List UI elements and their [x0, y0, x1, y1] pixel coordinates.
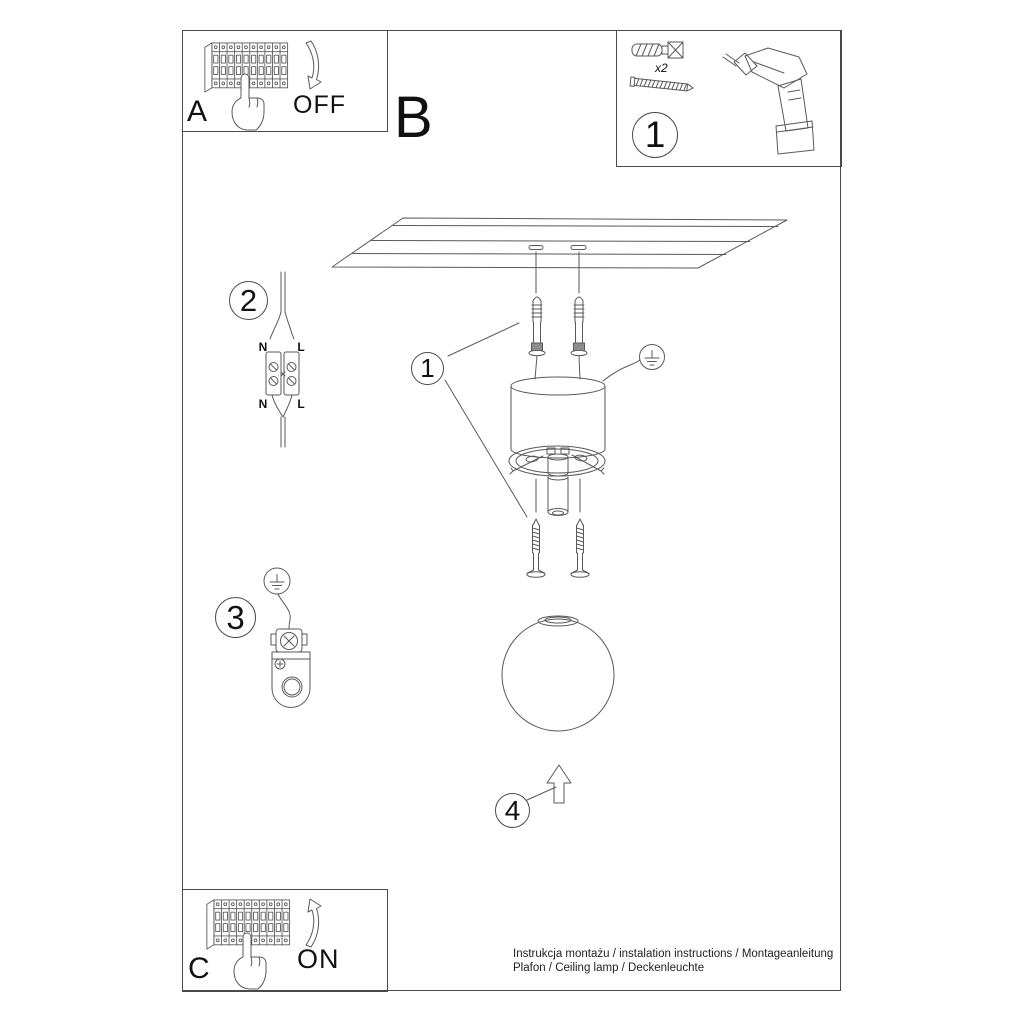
plug-quantity-label: x2: [655, 61, 668, 75]
wire-live-label-top: L: [297, 340, 305, 354]
step1-badge: 1: [411, 352, 444, 385]
power-on-label: ON: [297, 944, 340, 974]
wire-neutral-label-top: N: [258, 340, 268, 354]
section-b-label: B: [394, 85, 433, 150]
wire-neutral-label-bottom: N: [258, 397, 268, 411]
power-off-label: OFF: [293, 91, 346, 119]
step3-badge: 3: [215, 597, 256, 638]
footer-line-2: Plafon / Ceiling lamp / Deckenleuchte: [513, 961, 705, 974]
panel-c-box: [182, 889, 388, 992]
section-a-label: A: [187, 95, 208, 128]
page-border: [182, 30, 841, 991]
footer-line-1: Instrukcja montażu / instalation instructions / Montageanleitung: [513, 948, 834, 960]
step4-badge: 4: [495, 793, 530, 828]
footer-text: [513, 948, 833, 975]
panel-a-box: [182, 30, 388, 132]
tools-step-badge: 1: [632, 112, 678, 158]
step2-badge: 2: [229, 281, 268, 320]
wire-live-label-bottom: L: [297, 397, 305, 411]
section-c-label: C: [188, 952, 210, 985]
